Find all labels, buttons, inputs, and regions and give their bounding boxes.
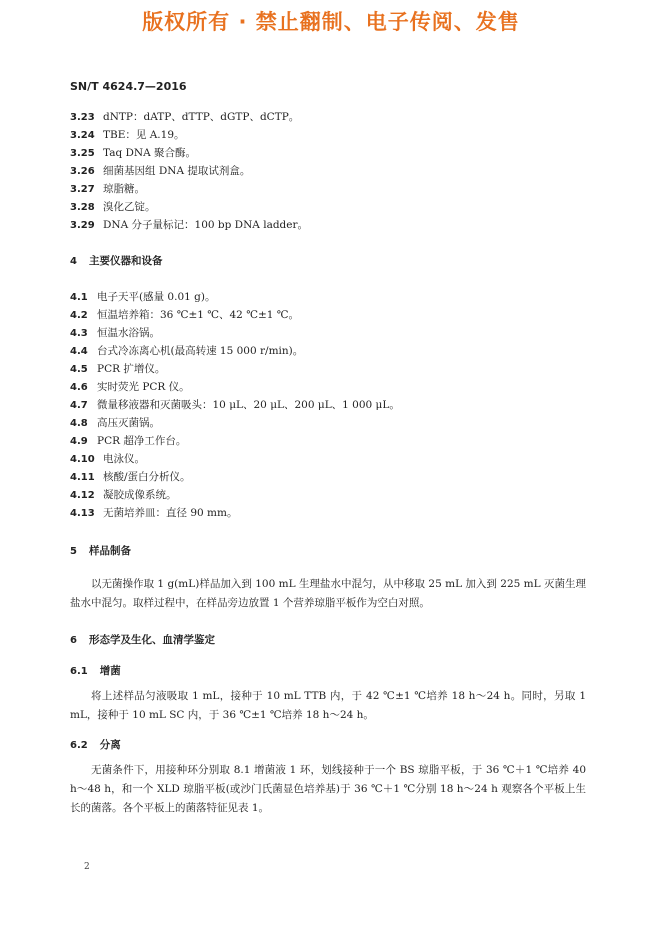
list-item: 3.23 dNTP：dATP、dTTP、dGTP、dCTP。 xyxy=(70,111,300,123)
list-item: 4.7 微量移液器和灭菌吸头：10 μL、20 μL、200 μL、1 000 μL。 xyxy=(70,399,400,411)
section-6-2-paragraph: 无菌条件下，用接种环分别取 8.1 增菌液 1 环，划线接种于一个 BS 琼脂平板，于 36 ℃＋1 ℃培养 40 h～48 h，和一个 XLD 琼脂平板(或沙门氏菌显色培养基)于 36 ℃＋1 ℃分别 18 h～24 h 观察各个平板上生长的菌落。各个平板上的菌落特征见表 1。 xyxy=(70,764,586,814)
list-item: 3.29 DNA 分子量标记：100 bp DNA ladder。 xyxy=(70,219,309,231)
list-item: 4.8 高压灭菌锅。 xyxy=(70,417,160,429)
copyright-watermark: 版权所有 · 禁止翻制、电子传阅、发售 xyxy=(142,10,520,34)
list-item: 4.2 恒温培养箱：36 ℃±1 ℃、42 ℃±1 ℃。 xyxy=(70,309,300,321)
section-6-1-paragraph: 将上述样品匀液吸取 1 mL，接种于 10 mL TTB 内，于 42 ℃±1 ℃培养 18 h～24 h。同时，另取 1 mL，接种于 10 mL SC 内，于 36 ℃±1 ℃培养 18 h～24 h。 xyxy=(70,690,586,721)
list-item: 4.10 电泳仪。 xyxy=(70,453,145,465)
list-item: 3.27 琼脂糖。 xyxy=(70,183,145,195)
list-item: 3.28 溴化乙锭。 xyxy=(70,201,156,213)
list-item: 4.3 恒温水浴锅。 xyxy=(70,327,160,339)
section-6-1-heading: 6.1 增菌 xyxy=(70,665,121,677)
section-6-heading: 6 形态学及生化、血清学鉴定 xyxy=(70,634,215,646)
equipment-list xyxy=(70,288,610,522)
list-item: 3.25 Taq DNA 聚合酶。 xyxy=(70,147,197,159)
list-item: 3.24 TBE：见 A.19。 xyxy=(70,129,185,141)
list-item: 4.11 核酸/蛋白分析仪。 xyxy=(70,471,191,483)
list-item: 4.12 凝胶成像系统。 xyxy=(70,489,177,501)
section-6-2-heading: 6.2 分离 xyxy=(70,739,121,751)
section-4-heading: 4 主要仪器和设备 xyxy=(70,255,163,267)
list-item: 3.26 细菌基因组 DNA 提取试剂盒。 xyxy=(70,165,251,177)
standard-number: SN/T 4624.7—2016 xyxy=(70,80,187,93)
list-item: 4.5 PCR 扩增仪。 xyxy=(70,363,166,375)
section-5-heading: 5 样品制备 xyxy=(70,545,131,557)
list-item: 4.13 无菌培养皿：直径 90 mm。 xyxy=(70,507,238,519)
list-item: 4.9 PCR 超净工作台。 xyxy=(70,435,187,447)
list-item: 4.4 台式冷冻离心机(最高转速 15 000 r/min)。 xyxy=(70,345,304,357)
list-item: 4.1 电子天平(感量 0.01 g)。 xyxy=(70,291,216,303)
section-5-paragraph: 以无菌操作取 1 g(mL)样品加入到 100 mL 生理盐水中混匀，从中移取 25 mL 加入到 225 mL 灭菌生理盐水中混匀。取样过程中，在样品旁边放置 1 个营养琼脂平板作为空白对照。 xyxy=(70,578,586,609)
list-item: 4.6 实时荧光 PCR 仪。 xyxy=(70,381,190,393)
terms-list xyxy=(70,108,610,234)
page-number: 2 xyxy=(84,862,90,872)
